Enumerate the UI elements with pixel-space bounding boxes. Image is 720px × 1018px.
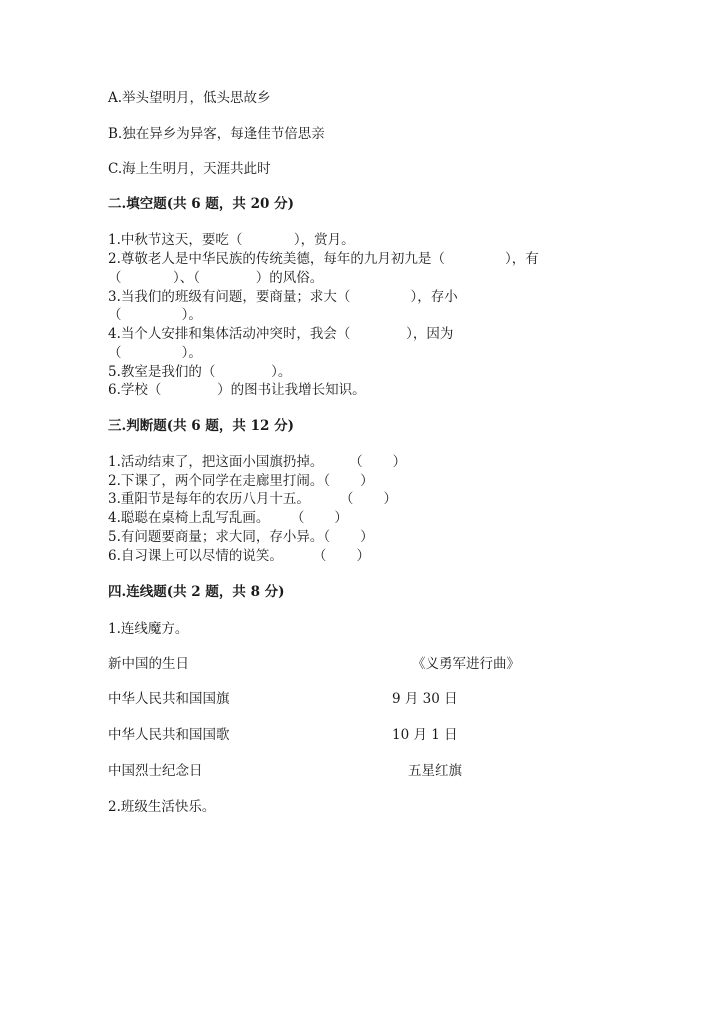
match-right-item: 9 月 30 日: [392, 691, 458, 707]
judge-line: 3.重阳节是每年的农历八月十五。 （ ）: [108, 491, 397, 507]
fill-line: （ ）。: [108, 345, 202, 361]
judge-line: 1.活动结束了，把这面小国旗扔掉。 （ ）: [108, 454, 407, 470]
judge-line: 4.聪聪在桌椅上乱写乱画。 （ ）: [108, 510, 348, 526]
judge-line: 2.下课了，两个同学在走廊里打闹。（ ）: [108, 473, 374, 489]
match-right-item: 10 月 1 日: [392, 727, 458, 743]
match-left-item: 中国烈士纪念日: [108, 763, 203, 779]
match-right-item: 五星红旗: [408, 763, 462, 779]
question-label: 1.连线魔方。: [108, 621, 189, 637]
fill-line: 2.尊敬老人是中华民族的传统美德，每年的九月初九是（ ），有: [108, 251, 539, 267]
section-title: 二.填空题(共 6 题，共 20 分): [108, 196, 294, 212]
fill-line: 6.学校（ ）的图书让我增长知识。: [108, 382, 366, 398]
option-a: A.举头望明月，低头思故乡: [108, 90, 271, 106]
fill-line: （ ）、（ ）的风俗。: [108, 270, 324, 286]
match-left-item: 新中国的生日: [108, 656, 189, 672]
match-left-item: 中华人民共和国国旗: [108, 691, 230, 707]
fill-line: 5.教室是我们的（ ）。: [108, 364, 292, 380]
judge-line: 5.有问题要商量；求大同，存小异。（ ）: [108, 529, 374, 545]
question-label: 2.班级生活快乐。: [108, 799, 216, 815]
section-title: 四.连线题(共 2 题，共 8 分): [108, 584, 285, 600]
option-b: B.独在异乡为异客，每逢佳节倍思亲: [108, 126, 325, 142]
fill-line: （ ）。: [108, 307, 202, 323]
fill-line: 4.当个人安排和集体活动冲突时，我会（ ），因为: [108, 326, 454, 342]
judge-line: 6.自习课上可以尽情的说笑。 （ ）: [108, 548, 370, 564]
match-right-item: 《义勇军进行曲》: [412, 656, 520, 672]
fill-line: 3.当我们的班级有问题，要商量；求大（ ），存小: [108, 289, 458, 305]
section-title: 三.判断题(共 6 题，共 12 分): [108, 418, 294, 434]
match-left-item: 中华人民共和国国歌: [108, 727, 230, 743]
fill-line: 1.中秋节这天，要吃（ ），赏月。: [108, 232, 355, 248]
option-c: C.海上生明月，天涯共此时: [108, 161, 271, 177]
